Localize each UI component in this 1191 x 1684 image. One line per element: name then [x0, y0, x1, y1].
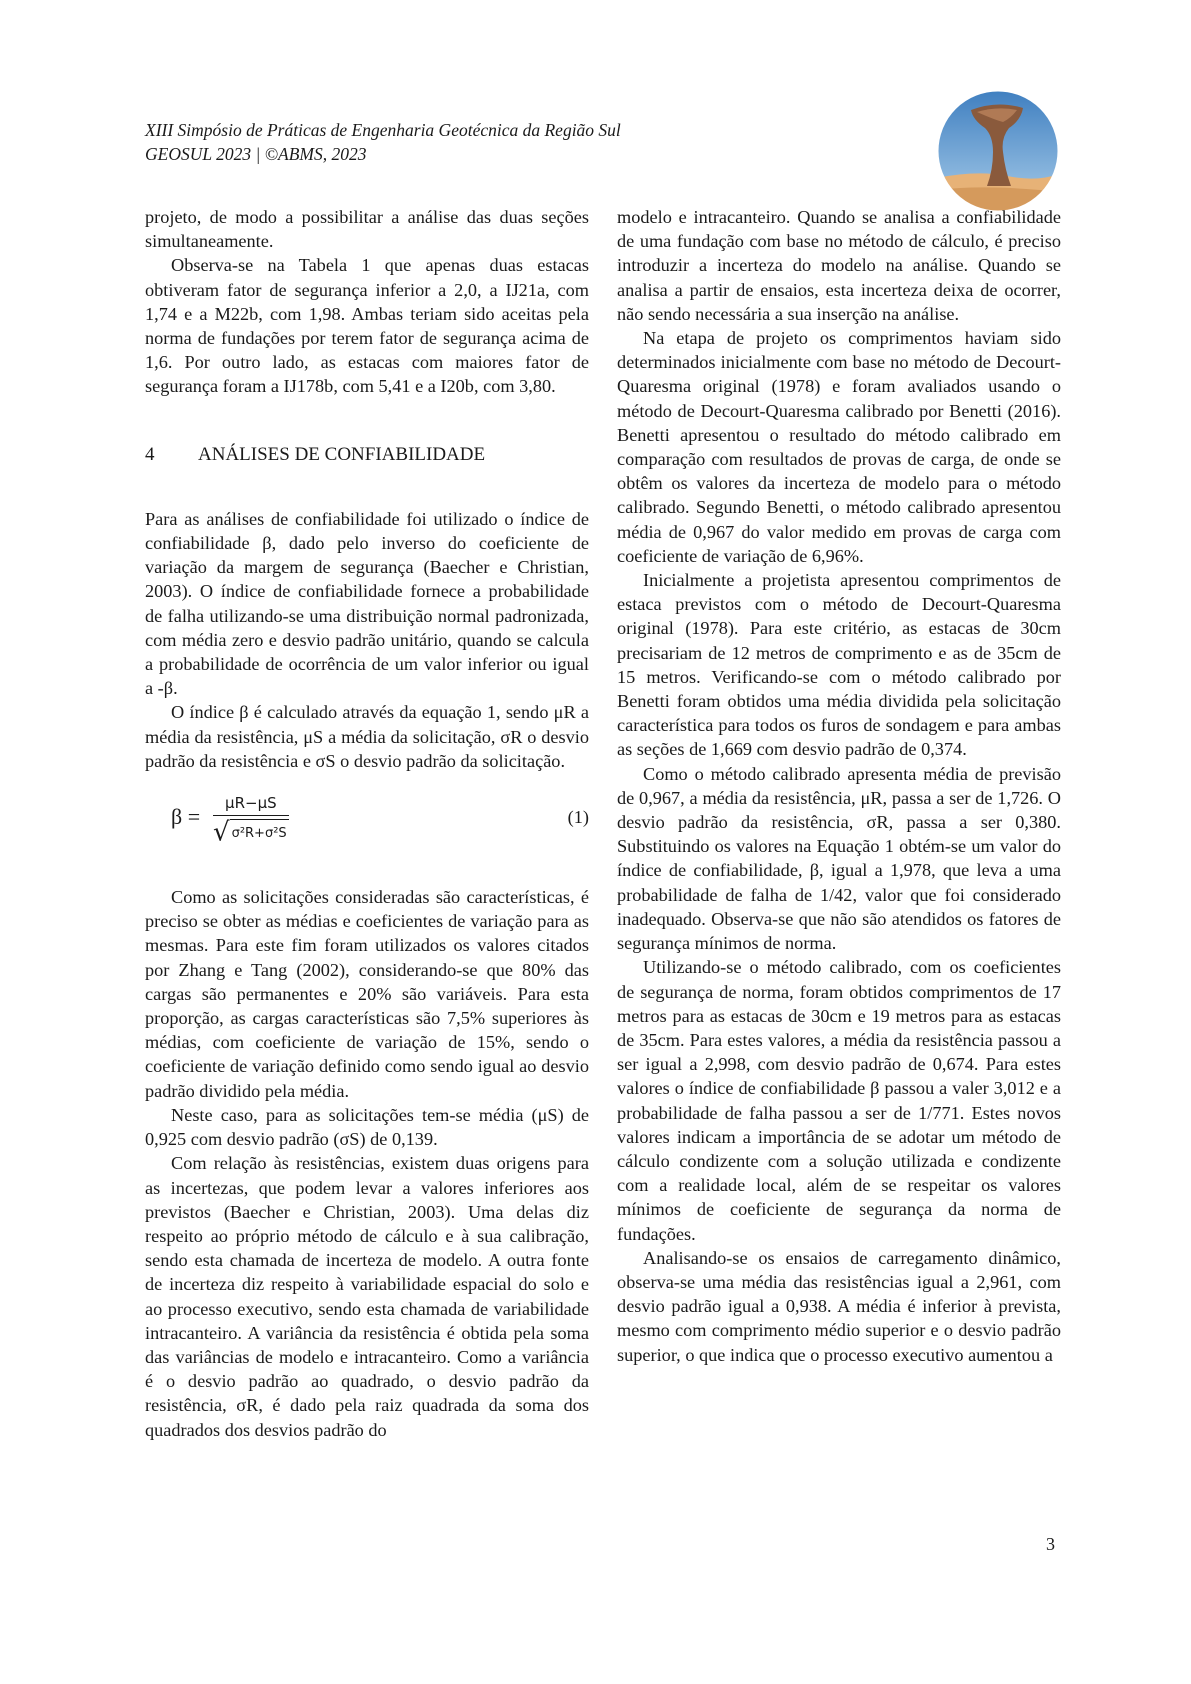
running-header [145, 118, 621, 166]
section-title: ANÁLISES DE CONFIABILIDADE [198, 443, 486, 465]
sqrt-symbol: √ [213, 817, 230, 848]
paragraph: Utilizando-se o método calibrado, com os coeficientes de segurança de norma, foram obtidos comprimentos de 17 metros para as estacas de 30cm e 19 metros para as estacas de 35cm. Para estes valores, a média da resistência passou a ser igual a 2,998, com desvio padrão de 0,674. Para estes valores o índice de confiabilidade β passou a valer 3,012 e a probabilidade de falha passou a ser de 1/771. Estes novos valores indicam a importância de se adotar um método de cálculo condizente com a solução utilizada e condizente com a realidade local, além de se respeitar os valores mínimos de coeficiente de segurança da norma de fundações. [617, 957, 1061, 1244]
paragraph: Com relação às resistências, existem duas origens para as incertezas, que podem levar a valores inferiores aos previstos (Baecher e Christian, 2003). Uma delas diz respeito ao próprio método de cálculo e à sua calibração, sendo esta chamada de incerteza de modelo. A outra fonte de incerteza diz respeito à variabilidade espacial do solo e ao processo executivo, sendo esta chamada de variabilidade intracanteiro. A variância da resistência é obtida pela soma das variâncias de modelo e intracanteiro. Como a variância é o desvio padrão ao quadrado, o desvio padrão da resistência, σR, é dado pela raiz quadrada da soma dos quadrados dos desvios padrão do [145, 1153, 589, 1440]
paragraph: Para as análises de confiabilidade foi utilizado o índice de confiabilidade β, dado pelo inverso do coeficiente de variação da margem de segurança (Baecher e Christian, 2003). O índice de confiabilidade fornece a probabilidade de falha utilizando-se uma distribuição normal padronizada, com média zero e desvio padrão unitário, quando se calcula a probabilidade de ocorrência de um valor inferior ou igual a -β. [145, 508, 589, 699]
paragraph: Como as solicitações consideradas são características, é preciso se obter as médias e coeficientes de variação para as mesmas. Para este fim foram utilizados os valores citados por Zhang e Tang (2002), considerando-se que 80% das cargas são permanentes e 20% são variáveis. Para esta proporção, as cargas características são 7,5% superiores às médias, com coeficiente de variação de 15%, sendo o coeficiente de variação definido como sendo igual ao desvio padrão dividido pela média. [145, 887, 589, 1101]
paragraph: Como o método calibrado apresenta média de previsão de 0,967, a média da resistência, μR, passa a ser de 1,726. O desvio padrão da resistência, σR, passa a ser 0,380. Substituindo os valores na Equação 1 obtém-se um valor do índice de confiabilidade, β, igual a 1,978, que leva a uma probabilidade de falha de 1/42, valor que foi considerado inadequado. Observa-se que não são atendidos os fatores de segurança mínimos de norma. [617, 763, 1061, 954]
paragraph: Observa-se na Tabela 1 que apenas duas estacas obtiveram fator de segurança inferior a 2,0, a IJ21a, com 1,74 e a M22b, com 1,98. Ambas teriam sido aceitas pela norma de fundações por terem fator de segurança acima de 1,6. Por outro lado, as estacas com maiores fator de segurança foram a IJ178b, com 5,41 e a I20b, com 3,80. [145, 255, 589, 397]
header-title: XIII Simpósio de Práticas de Engenharia Geotécnica da Região Sul [145, 120, 621, 140]
equation-number: (1) [567, 807, 589, 828]
paragraph: Na etapa de projeto os comprimentos haviam sido determinados inicialmente com base no método de Decourt-Quaresma original (1978) e foram avaliados usando o método de Decourt-Quaresma calibrado por Benetti (2016). Benetti apresentou o resultado do método calibrado em comparação com resultados de provas de carga, de onde se obtêm os valores da incerteza de modelo para o método calibrado. Segundo Benetti, o método calibrado apresentou média de 0,967 do valor medido em provas de carga com coeficiente de variação de 6,96%. [617, 328, 1061, 566]
event-logo [937, 90, 1059, 212]
paragraph: Inicialmente a projetista apresentou comprimentos de estaca previstos com o método de Decourt-Quaresma original (1978). Para este critério, as estacas de 30cm precisariam de 12 metros de comprimento e as de 35cm de 15 metros. Verificando-se com o método calibrado por Benetti foram obtidos uma média dividida pela solicitação característica para todos os furos de sondagem e para ambas as seções de 1,669 com desvio padrão de 0,374. [617, 570, 1061, 760]
equation-denominator: σ²R+σ²S [230, 819, 289, 846]
right-column [617, 205, 1061, 1367]
paragraph: projeto, de modo a possibilitar a análise das duas seções simultaneamente. [145, 207, 589, 252]
equation-numerator: μR−μS [213, 791, 289, 816]
equation-denominator-wrap [213, 819, 289, 846]
paragraph: modelo e intracanteiro. Quando se analisa a confiabilidade de uma fundação com base no método de cálculo, é preciso introduzir a incerteza do modelo na análise. Quando se analisa a partir de ensaios, esta incerteza deixa de ocorrer, não sendo necessária a sua inserção na análise. [617, 207, 1061, 324]
paragraph: Neste caso, para as solicitações tem-se média (μS) de 0,925 com desvio padrão (σS) de 0,139. [145, 1104, 589, 1150]
equation-fraction [213, 791, 289, 846]
paragraph: O índice β é calculado através da equação 1, sendo μR a média da resistência, μS a média da solicitação, σR o desvio padrão da resistência e σS o desvio padrão da solicitação. [145, 702, 589, 771]
page-number: 3 [1046, 1534, 1055, 1554]
equation-lhs: β = [171, 804, 201, 830]
equation-1 [145, 791, 589, 863]
section-heading [145, 443, 589, 467]
paragraph: Analisando-se os ensaios de carregamento dinâmico, observa-se uma média das resistências igual a 2,961, com desvio padrão igual a 0,938. A média é inferior à prevista, mesmo com comprimento médio superior e o desvio padrão superior, o que indica que o processo executivo aumentou a [617, 1247, 1061, 1365]
left-column [145, 205, 589, 1442]
header-edition: GEOSUL 2023 | ©ABMS, 2023 [145, 144, 367, 164]
section-number: 4 [145, 443, 155, 465]
